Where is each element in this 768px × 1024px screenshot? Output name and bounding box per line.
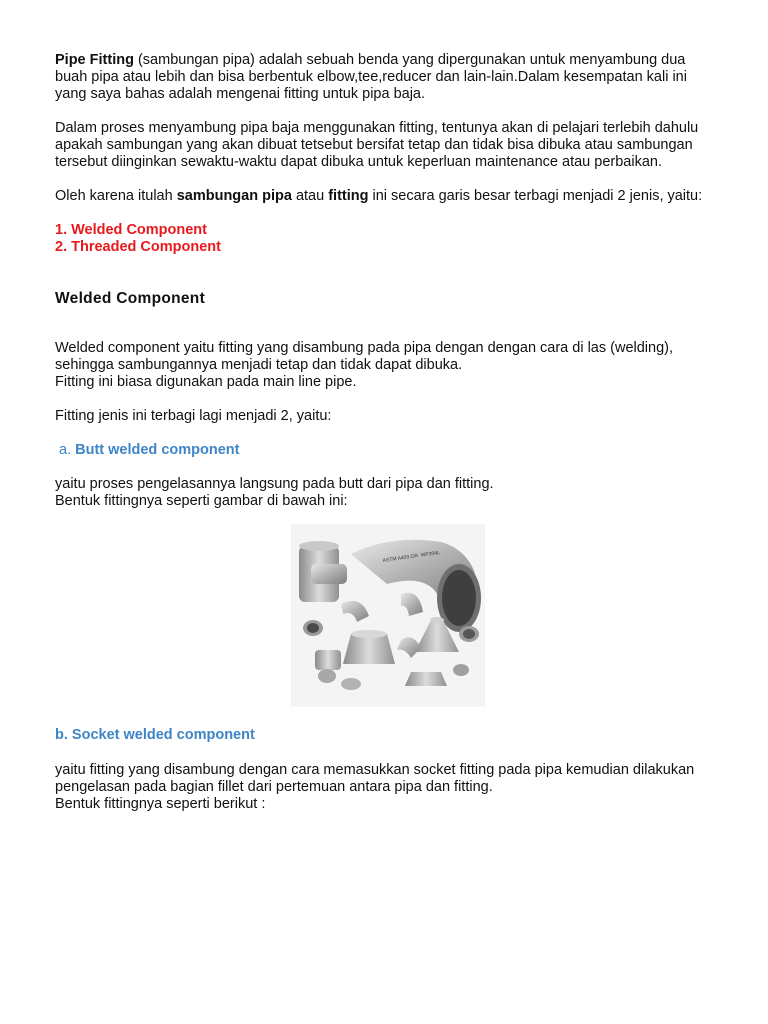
welded-subtypes-intro: Fitting jenis ini terbagi lagi menjadi 2, yaitu: xyxy=(55,408,332,424)
butt-line-2: Bentuk fittingnya seperti gambar di bawah ini: xyxy=(55,493,348,509)
socket-line-2: Bentuk fittingnya seperti berikut : xyxy=(55,796,266,812)
types-intro-bold-d: fitting xyxy=(328,188,369,204)
intro-paragraph xyxy=(55,52,720,103)
welded-usage: Fitting ini biasa digunakan pada main line pipe. xyxy=(55,374,357,390)
butt-title: Butt welded component xyxy=(75,442,240,458)
process-paragraph: Dalam proses menyambung pipa baja menggunakan fitting, tentunya akan di pelajari terlebih dahulu apakah sambungan yang akan dibuat tetsebut bersifat tetap dan tidak bisa dibuka atau sambungan tersebut diinginkan sewaktu-waktu dapat dibuka untuk keperluan maintenance atau perbaikan. xyxy=(55,120,699,170)
type-item-welded: 1. Welded Component xyxy=(55,222,207,238)
types-intro-text-a: Oleh karena itulah xyxy=(55,188,177,204)
intro-text: (sambungan pipa) adalah sebuah benda yang dipergunakan untuk menyambung dua buah pipa atau lebih dan bisa berbentuk elbow,tee,reducer dan lain-lain.Dalam kesempatan kali ini yang saya bahas adalah mengenai fitting untuk pipa baja. xyxy=(55,52,687,102)
types-intro-paragraph xyxy=(55,188,720,205)
photo-stamp-text: ASTM A403 GR. WP304L xyxy=(381,550,440,564)
butt-line-1: yaitu proses pengelasannya langsung pada butt dari pipa dan fitting. xyxy=(55,476,494,492)
types-intro-text-e: ini secara garis besar terbagi menjadi 2 jenis, yaitu: xyxy=(368,188,703,204)
butt-heading xyxy=(55,442,720,459)
pipe-fittings-photo xyxy=(291,524,485,707)
socket-line-1: yaitu fitting yang disambung dengan cara memasukkan socket fitting pada pipa kemudian dilakukan pengelasan pada bagian fillet dari pertemuan antara pipa dan fitting. xyxy=(55,762,695,795)
socket-heading: b. Socket welded component xyxy=(55,727,255,743)
welded-heading: Welded Component xyxy=(55,290,206,307)
butt-prefix: a. xyxy=(59,442,72,458)
types-intro-bold-a: sambungan pipa xyxy=(176,188,292,204)
types-intro-text-c: atau xyxy=(291,188,329,204)
document-page xyxy=(55,52,720,813)
type-item-threaded: 2. Threaded Component xyxy=(55,239,221,255)
welded-description: Welded component yaitu fitting yang disambung pada pipa dengan dengan cara di las (welding), sehingga sambungannya menjadi tetap dan tidak dapat dibuka. xyxy=(55,340,674,373)
intro-term: Pipe Fitting xyxy=(55,52,134,68)
